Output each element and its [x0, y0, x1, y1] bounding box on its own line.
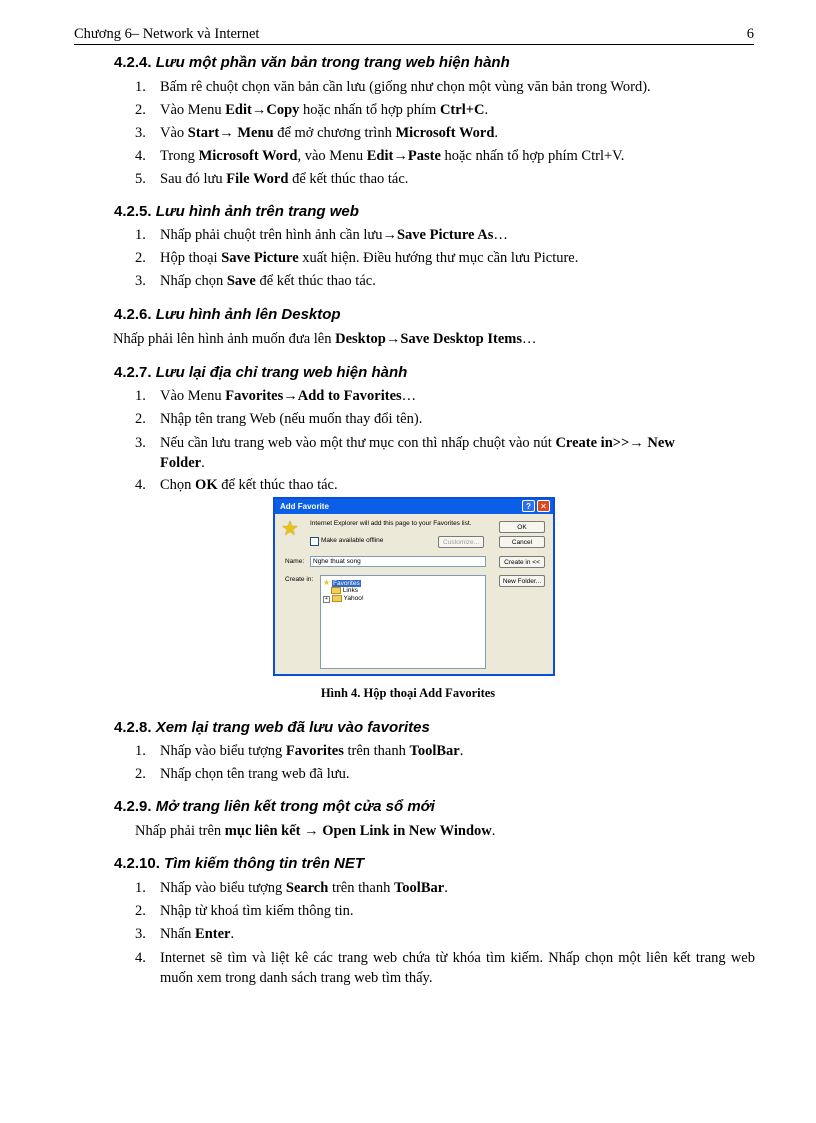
section-heading-4-2-7: 4.2.7. Lưu lại địa chỉ trang web hiện hành [114, 364, 408, 381]
folder-icon [332, 595, 342, 602]
list-item: 2. Hộp thoại Save Picture xuất hiện. Điều hướng thư mục cần lưu Picture. [135, 250, 579, 266]
list-item: 2. Nhập từ khoá tìm kiếm thông tin. [135, 903, 354, 919]
folder-icon [331, 587, 341, 594]
help-icon[interactable]: ? [522, 500, 535, 512]
name-input[interactable] [310, 556, 486, 567]
list-item: 4. Internet sẽ tìm và liệt kê các trang web chứa từ khóa tìm kiếm. Nhấp chọn một liên kết trang web muốn xem trong danh sách trang web tìm thấy. [135, 950, 755, 986]
section-heading-4-2-5: 4.2.5. Lưu hình ảnh trên trang web [114, 203, 359, 220]
list-item: 1. Bấm rê chuột chọn văn bản cần lưu (giống như chọn một vùng văn bản trong Word). [135, 79, 651, 95]
figure-caption: Hình 4. Hộp thoại Add Favorites [320, 686, 496, 700]
folder-tree[interactable] [320, 575, 486, 669]
list-item: 3. Vào Start→ Menu để mở chương trình Microsoft Word. [135, 125, 499, 141]
section-heading-4-2-8: 4.2.8. Xem lại trang web đã lưu vào favorites [114, 719, 430, 736]
name-label: Name: [285, 558, 305, 565]
dialog-titlebar [275, 499, 553, 514]
paragraph-4-2-9: Nhấp phải trên mục liên kết → Open Link in New Window. [135, 823, 496, 839]
offline-label: Make available offline [321, 537, 384, 544]
paragraph-4-2-6: Nhấp phải lên hình ảnh muốn đưa lên Desktop→Save Desktop Items… [113, 331, 537, 347]
page-number: 6 [746, 26, 754, 42]
list-item: 4. Trong Microsoft Word, vào Menu Edit→Paste hoặc nhấn tổ hợp phím Ctrl+V. [135, 148, 625, 164]
list-item: 2. Vào Menu Edit→Copy hoặc nhấn tổ hợp phím Ctrl+C. [135, 102, 489, 118]
dialog-message: Internet Explorer will add this page to your Favorites list. [310, 520, 472, 527]
list-4-2-8 [135, 740, 755, 786]
create-in-label: Create in: [285, 576, 314, 583]
list-4-2-10 [135, 877, 755, 988]
offline-checkbox[interactable] [310, 537, 319, 546]
chapter-title: Chương 6– Network và Internet [74, 26, 260, 42]
list-4-2-4 [135, 76, 755, 191]
tree-item-favorites[interactable]: ★ Favorites [323, 578, 360, 587]
list-item: 3. Nhấn Enter. [135, 926, 235, 942]
expand-icon[interactable]: + [323, 596, 330, 603]
dialog-title: Add Favorite [280, 502, 329, 511]
list-item: 2. Nhập tên trang Web (nếu muốn thay đổi tên). [135, 411, 423, 427]
new-folder-button[interactable]: New Folder... [499, 575, 545, 587]
list-item: 1. Nhấp vào biểu tượng Search trên thanh ToolBar. [135, 880, 448, 896]
list-item: 1. Nhấp phải chuột trên hình ảnh cần lưu→Save Picture As… [135, 227, 508, 243]
create-in-button[interactable]: Create in << [499, 556, 545, 568]
section-heading-4-2-10: 4.2.10. Tìm kiếm thông tin trên NET [114, 855, 365, 872]
list-item: 3. Nhấp chọn Save để kết thúc thao tác. [135, 273, 376, 289]
star-icon: ★ [281, 518, 299, 540]
list-item: 3. Nếu cần lưu trang web vào một thư mục con thì nhấp chuột vào nút Create in>>→ New Folder. [135, 435, 675, 471]
list-item: 4. Chọn OK để kết thúc thao tác. [135, 477, 338, 493]
list-item: 1. Nhấp vào biểu tượng Favorites trên thanh ToolBar. [135, 743, 464, 759]
list-4-2-7 [135, 385, 755, 497]
name-value: Nghe thuat song [313, 558, 361, 565]
list-item: 2. Nhấp chọn tên trang web đã lưu. [135, 766, 350, 782]
section-heading-4-2-4: 4.2.4. Lưu một phần văn bản trong trang web hiện hành [114, 54, 510, 71]
list-item: 1. Vào Menu Favorites→Add to Favorites… [135, 388, 417, 404]
page-header [74, 24, 754, 45]
list-item: 5. Sau đó lưu File Word để kết thúc thao tác. [135, 171, 409, 187]
add-favorite-dialog [273, 497, 555, 676]
ok-button[interactable]: OK [499, 521, 545, 533]
section-heading-4-2-9: 4.2.9. Mở trang liên kết trong một cửa sổ mới [114, 798, 435, 815]
star-icon: ★ [323, 578, 331, 587]
close-icon[interactable]: ✕ [537, 500, 550, 512]
list-4-2-5 [135, 224, 755, 293]
cancel-button[interactable]: Cancel [499, 536, 545, 548]
section-heading-4-2-6: 4.2.6. Lưu hình ảnh lên Desktop [114, 306, 341, 323]
customize-button[interactable]: Customize... [438, 536, 484, 548]
tree-item-links[interactable]: Links [331, 587, 358, 594]
tree-item-yahoo[interactable]: + Yahoo! [323, 595, 364, 603]
